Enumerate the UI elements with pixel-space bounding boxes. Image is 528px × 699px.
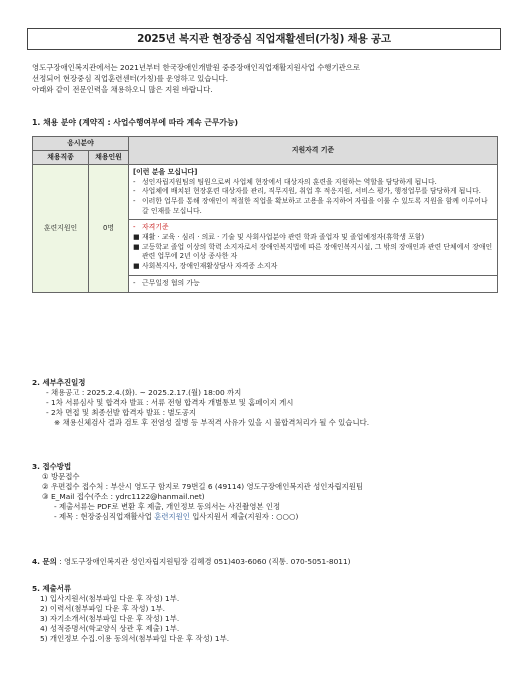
schedule-line: - 채용공고 : 2025.2.4.(화). ~ 2025.2.17.(월) 18:00 까지 [46, 387, 242, 397]
method-line: - 제출서류는 PDF로 변환 후 제출, 개인정보 동의서는 사진촬영본 인정 [54, 501, 281, 511]
wanted-item: - 이러한 업무를 통해 장애인이 적절한 직업을 확보하고 고용을 유지하여 자립을 이룰 수 있도록 지원을 함께 이루어나갈 인재를 모십니다. [133, 196, 488, 215]
job-type-cell: 훈련지원인 [33, 165, 89, 293]
header-job-type: 채용직종 [33, 151, 89, 165]
headcount-cell: 0명 [89, 165, 129, 293]
section5-heading: 5. 제출서류 [32, 584, 72, 593]
document-item: 4) 성적증명서(학교양식 상관 후 제출) 1부. [40, 623, 180, 633]
contact-line: 4. 문의 : 영도구장애인복지관 성인자립지원팀장 김혜경 051)403-6060 (직통. 070-5051-8011) [32, 557, 351, 566]
header-headcount: 채용인원 [89, 151, 129, 165]
recruitment-table [32, 136, 498, 293]
schedule-note: ※ 채용신체검사 결과 검토 후 전염성 질병 등 부적격 사유가 있을 시 불합격처리가 될 수 있습니다. [54, 417, 370, 427]
wanted-title: [이런 분을 모십니다] [133, 168, 198, 176]
qual-item: ■ 고등학교 졸업 이상의 학력 소지자로서 장애인복지법에 따른 장애인복지시설, 그 밖의 장애인과 관련 단체에서 장애인 관련 업무에 2년 이상 종사한 자 [133, 242, 493, 261]
intro-line: 영도구장애인복지관에서는 2021년부터 한국장애인개발원 중증장애인직업재활지원사업 수행기관으로 [32, 63, 361, 72]
intro-line: 선정되어 현장중심 직업훈련센터(가칭)를 운영하고 있습니다. [32, 73, 228, 83]
document-item: 3) 자기소개서(첨부파일 다운 후 작성) 1부. [40, 613, 180, 623]
qual-title: - 자격기준 [133, 223, 169, 232]
email-subject-line: - 제목 : 현장중심직업재활사업 훈련지원인 입사지원서 제출(지원자 : ○○○) [54, 511, 299, 521]
subject-highlight: 훈련지원인 [154, 511, 190, 521]
wanted-cell [129, 165, 498, 220]
note-item: - 근무일정 협의 가능 [133, 278, 200, 287]
section3 [32, 462, 502, 522]
page-title: 2025년 복지관 현장중심 직업재활센터(가칭) 채용 공고 [27, 28, 501, 50]
qual-item: ■ 사회복지사, 장애인재활상담사 자격증 소지자 [133, 261, 278, 270]
note-cell [129, 275, 498, 292]
qual-item: ■ 재활 · 교육 · 심리 · 의료 · 기술 및 사회사업분야 관련 학과 졸업자 및 졸업예정자(휴학생 포함) [133, 232, 425, 241]
wanted-item: - 사업체에 배치된 현장훈련 대상자를 관리, 직무지원, 취업 후 적응지원, 서비스 평가, 행정업무를 담당하게 됩니다. [133, 187, 481, 196]
section4 [32, 557, 502, 567]
header-qualification: 지원자격 기준 [129, 137, 498, 165]
schedule-line: - 2차 면접 및 최종선발 합격자 발표 : 별도공지 [46, 407, 197, 417]
section1-heading: 1. 채용 분야 (계약직 : 사업수행여부에 따라 계속 근무가능) [32, 118, 239, 127]
document-item: 2) 이력서(첨부파일 다운 후 작성) 1부. [40, 603, 165, 613]
section3-heading: 3. 접수방법 [32, 462, 72, 471]
section5 [32, 584, 502, 644]
section2-heading: 2. 세부추진일정 [32, 378, 86, 387]
intro-paragraph [32, 63, 502, 96]
document-item: 1) 입사지원서(첨부파일 다운 후 작성) 1부. [40, 593, 180, 603]
schedule-line: - 1차 서류심사 및 합격자 발표 : 서류 전형 합격자 개별통보 및 홈페이지 게시 [46, 397, 294, 407]
wanted-item: - 성인자립지원팀의 팀원으로써 사업체 현장에서 대상자의 훈련을 지원하는 역할을 담당하게 됩니다. [133, 177, 437, 186]
header-application-field: 응시분야 [33, 137, 129, 151]
intro-line: 아래와 같이 전문인력을 채용하오니 많은 지원 바랍니다. [32, 84, 213, 94]
section2 [32, 378, 502, 428]
document-item: 5) 개인정보 수집.이용 동의서(첨부파일 다운 후 작성) 1부. [40, 633, 230, 643]
method-line: ① 방문접수 [42, 471, 80, 481]
method-line: ② 우편접수 접수처 : 부산시 영도구 함지로 79번길 6 (49114) 영도구장애인복지관 성인자립지원팀 [42, 481, 364, 491]
method-line: ③ E_Mail 접수(주소 : ydrc1122@hanmail.net) [42, 491, 205, 501]
qualification-cell [129, 220, 498, 275]
